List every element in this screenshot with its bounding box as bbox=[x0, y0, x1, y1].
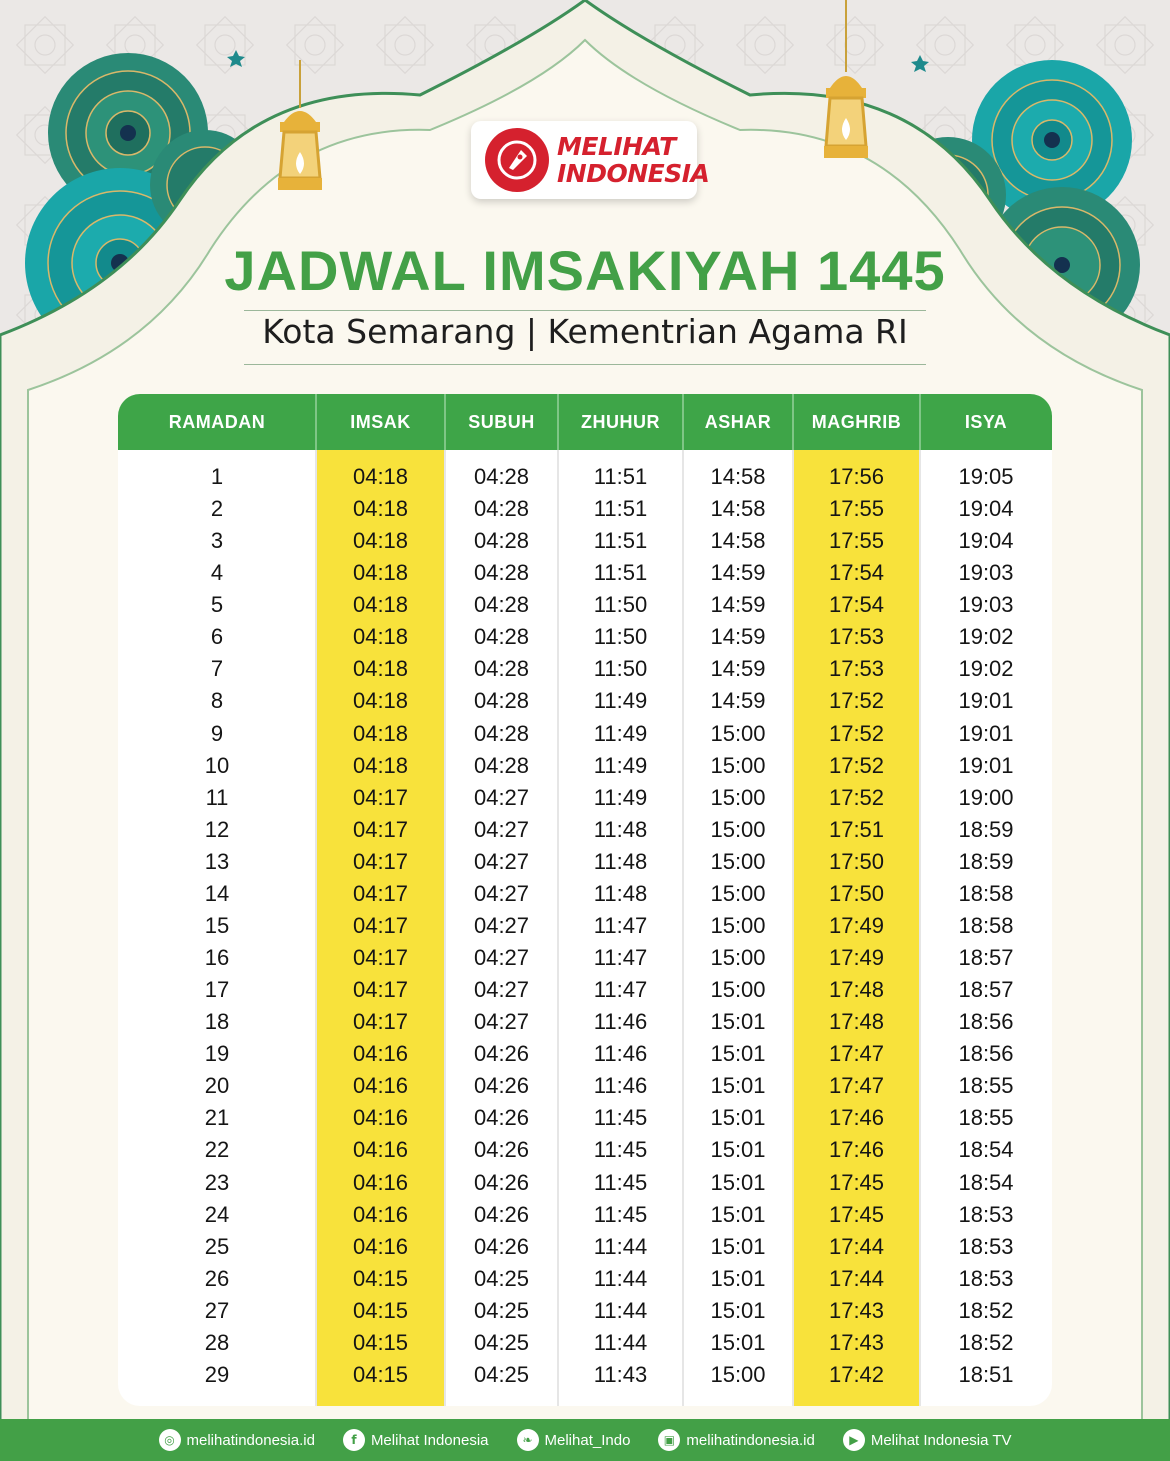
cell-isya: 19:04 bbox=[958, 528, 1014, 554]
column-header-maghrib: MAGHRIB bbox=[811, 411, 902, 432]
cell-zhuhur: 11:45 bbox=[593, 1137, 648, 1163]
cell-ashar: 15:01 bbox=[710, 1137, 766, 1163]
cell-zhuhur: 11:45 bbox=[593, 1169, 648, 1195]
column-header-zhuhur: ZHUHUR bbox=[581, 411, 660, 432]
social-link-label: Melihat Indonesia TV bbox=[870, 1431, 1012, 1449]
cell-imsak: 04:16 bbox=[352, 1137, 409, 1163]
table-row bbox=[118, 1006, 1052, 1038]
cell-imsak: 04:17 bbox=[352, 912, 409, 938]
cell-zhuhur: 11:51 bbox=[593, 464, 648, 489]
cell-zhuhur: 11:44 bbox=[593, 1329, 648, 1355]
cell-ashar: 15:01 bbox=[710, 1073, 766, 1099]
cell-zhuhur: 11:46 bbox=[593, 1073, 648, 1099]
table-row bbox=[118, 782, 1052, 814]
cell-ramadan: 14 bbox=[204, 880, 230, 906]
cell-subuh: 04:28 bbox=[473, 560, 530, 586]
cell-maghrib: 17:55 bbox=[828, 528, 885, 554]
table-row bbox=[118, 718, 1052, 750]
cell-zhuhur: 11:49 bbox=[593, 784, 648, 810]
cell-maghrib: 17:52 bbox=[828, 752, 885, 778]
cell-subuh: 04:27 bbox=[473, 848, 530, 874]
table-row bbox=[118, 1263, 1052, 1295]
cell-subuh: 04:27 bbox=[473, 945, 530, 971]
cell-ramadan: 13 bbox=[204, 848, 230, 874]
footer-social-links bbox=[0, 1419, 1170, 1461]
table-row bbox=[118, 1231, 1052, 1263]
table-row bbox=[118, 1199, 1052, 1231]
youtube-icon: ▶ bbox=[843, 1429, 865, 1451]
cell-subuh: 04:28 bbox=[473, 688, 530, 714]
table-row bbox=[118, 589, 1052, 621]
cell-ashar: 14:58 bbox=[710, 528, 766, 554]
cell-ramadan: 27 bbox=[204, 1297, 230, 1323]
cell-isya: 18:58 bbox=[958, 912, 1014, 938]
cell-isya: 19:04 bbox=[958, 496, 1014, 522]
cell-isya: 18:57 bbox=[958, 977, 1014, 1003]
table-row bbox=[118, 942, 1052, 974]
brand-name bbox=[557, 133, 709, 187]
cell-imsak: 04:17 bbox=[352, 1009, 409, 1035]
page-title: JADWAL IMSAKIYAH 1445 bbox=[224, 239, 946, 302]
cell-imsak: 04:15 bbox=[352, 1265, 409, 1291]
cell-imsak: 04:17 bbox=[352, 945, 409, 971]
header-divider bbox=[792, 394, 794, 450]
header-divider bbox=[919, 394, 921, 450]
cell-ramadan: 12 bbox=[204, 816, 230, 842]
cell-isya: 18:54 bbox=[958, 1169, 1014, 1195]
cell-ashar: 15:00 bbox=[710, 752, 766, 778]
social-link-twitter[interactable] bbox=[517, 1429, 631, 1451]
cell-zhuhur: 11:51 bbox=[593, 560, 648, 586]
cell-imsak: 04:18 bbox=[352, 752, 409, 778]
cell-ramadan: 29 bbox=[204, 1361, 230, 1387]
table-row bbox=[118, 1167, 1052, 1199]
cell-imsak: 04:15 bbox=[352, 1297, 409, 1323]
cell-ramadan: 11 bbox=[205, 784, 229, 810]
cell-subuh: 04:27 bbox=[473, 1009, 530, 1035]
table-row bbox=[118, 621, 1052, 653]
table-row bbox=[118, 525, 1052, 557]
cell-zhuhur: 11:47 bbox=[593, 912, 648, 938]
cell-zhuhur: 11:44 bbox=[593, 1265, 648, 1291]
social-link-instagram[interactable] bbox=[658, 1429, 814, 1451]
table-row bbox=[118, 814, 1052, 846]
cell-ramadan: 15 bbox=[204, 912, 230, 938]
column-header-imsak: IMSAK bbox=[350, 411, 411, 432]
cell-isya: 19:05 bbox=[958, 464, 1014, 489]
cell-ramadan: 5 bbox=[210, 592, 224, 618]
cell-isya: 18:51 bbox=[958, 1361, 1014, 1387]
cell-isya: 18:53 bbox=[958, 1233, 1014, 1259]
cell-zhuhur: 11:47 bbox=[593, 977, 648, 1003]
table-row bbox=[118, 1102, 1052, 1134]
cell-zhuhur: 11:50 bbox=[593, 592, 648, 618]
header-divider bbox=[682, 394, 684, 450]
cell-maghrib: 17:54 bbox=[828, 560, 885, 586]
cell-ashar: 15:00 bbox=[710, 784, 766, 810]
cell-zhuhur: 11:49 bbox=[593, 752, 648, 778]
cell-imsak: 04:15 bbox=[352, 1361, 409, 1387]
table-row bbox=[118, 1134, 1052, 1166]
subtitle-divider-bottom bbox=[244, 364, 926, 365]
social-link-label: Melihat_Indo bbox=[544, 1431, 631, 1449]
social-link-youtube[interactable] bbox=[843, 1429, 1012, 1451]
cell-subuh: 04:26 bbox=[473, 1201, 530, 1227]
cell-ramadan: 8 bbox=[210, 688, 224, 714]
cell-ramadan: 22 bbox=[204, 1137, 230, 1163]
cell-maghrib: 17:49 bbox=[828, 912, 885, 938]
brand-name-line2: INDONESIA bbox=[557, 159, 710, 188]
facebook-icon: f bbox=[343, 1429, 365, 1451]
cell-maghrib: 17:52 bbox=[828, 784, 885, 810]
table-row bbox=[118, 750, 1052, 782]
cell-maghrib: 17:53 bbox=[828, 656, 885, 682]
cell-imsak: 04:18 bbox=[352, 656, 409, 682]
cell-maghrib: 17:48 bbox=[828, 1009, 885, 1035]
cell-ashar: 15:00 bbox=[710, 720, 766, 746]
cell-ramadan: 7 bbox=[210, 656, 224, 682]
cell-zhuhur: 11:48 bbox=[593, 880, 648, 906]
cell-zhuhur: 11:49 bbox=[593, 720, 648, 746]
header-divider bbox=[315, 394, 317, 450]
cell-isya: 19:03 bbox=[958, 560, 1014, 586]
cell-imsak: 04:15 bbox=[352, 1329, 409, 1355]
cell-maghrib: 17:45 bbox=[828, 1169, 885, 1195]
cell-maghrib: 17:46 bbox=[828, 1105, 885, 1131]
cell-subuh: 04:25 bbox=[473, 1297, 530, 1323]
cell-ramadan: 3 bbox=[210, 528, 224, 554]
cell-subuh: 04:27 bbox=[473, 816, 530, 842]
social-link-facebook[interactable] bbox=[343, 1429, 489, 1451]
cell-ramadan: 4 bbox=[210, 560, 224, 586]
cell-maghrib: 17:49 bbox=[828, 945, 885, 971]
cell-maghrib: 17:43 bbox=[828, 1297, 885, 1323]
table-row bbox=[118, 878, 1052, 910]
cell-ramadan: 24 bbox=[204, 1201, 230, 1227]
cell-subuh: 04:27 bbox=[473, 784, 530, 810]
cell-zhuhur: 11:48 bbox=[593, 816, 648, 842]
cell-maghrib: 17:44 bbox=[828, 1233, 885, 1259]
cell-zhuhur: 11:46 bbox=[593, 1041, 648, 1067]
cell-subuh: 04:26 bbox=[473, 1137, 530, 1163]
table-row bbox=[118, 461, 1052, 493]
cell-subuh: 04:28 bbox=[473, 528, 530, 554]
cell-zhuhur: 11:51 bbox=[593, 496, 648, 522]
table-row bbox=[118, 1359, 1052, 1391]
table-row bbox=[118, 846, 1052, 878]
cell-ramadan: 2 bbox=[210, 496, 224, 522]
cell-subuh: 04:26 bbox=[473, 1169, 530, 1195]
table-row bbox=[118, 1327, 1052, 1359]
cell-maghrib: 17:47 bbox=[828, 1073, 885, 1099]
cell-isya: 18:56 bbox=[958, 1009, 1014, 1035]
cell-subuh: 04:27 bbox=[473, 880, 530, 906]
cell-subuh: 04:28 bbox=[473, 624, 530, 650]
column-header-ramadan: RAMADAN bbox=[168, 411, 266, 432]
cell-isya: 18:54 bbox=[958, 1137, 1014, 1163]
table-row bbox=[118, 910, 1052, 942]
cell-ramadan: 10 bbox=[204, 752, 230, 778]
cell-maghrib: 17:54 bbox=[828, 592, 885, 618]
cell-ashar: 15:00 bbox=[710, 977, 766, 1003]
cell-zhuhur: 11:50 bbox=[593, 624, 648, 650]
cell-ramadan: 19 bbox=[204, 1041, 230, 1067]
brand-logo bbox=[471, 121, 710, 199]
cell-ashar: 15:01 bbox=[710, 1009, 766, 1035]
cell-ashar: 14:58 bbox=[710, 496, 766, 522]
cell-maghrib: 17:43 bbox=[828, 1329, 885, 1355]
social-link-label: melihatindonesia.id bbox=[186, 1431, 315, 1449]
column-header-ashar: ASHAR bbox=[704, 411, 772, 432]
cell-ramadan: 1 bbox=[210, 464, 224, 489]
cell-isya: 19:02 bbox=[958, 656, 1014, 682]
cell-subuh: 04:26 bbox=[473, 1105, 530, 1131]
cell-isya: 18:56 bbox=[958, 1041, 1014, 1067]
cell-maghrib: 17:50 bbox=[828, 880, 885, 906]
imsakiyah-table bbox=[118, 394, 1052, 1406]
cell-imsak: 04:17 bbox=[352, 784, 409, 810]
cell-imsak: 04:18 bbox=[352, 688, 409, 714]
cell-ashar: 15:01 bbox=[710, 1169, 766, 1195]
cell-ashar: 15:01 bbox=[710, 1201, 766, 1227]
cell-maghrib: 17:55 bbox=[828, 496, 885, 522]
cell-maghrib: 17:48 bbox=[828, 977, 885, 1003]
cell-ashar: 15:01 bbox=[710, 1041, 766, 1067]
cell-isya: 18:59 bbox=[958, 816, 1014, 842]
table-row bbox=[118, 557, 1052, 589]
cell-isya: 18:59 bbox=[958, 848, 1014, 874]
cell-imsak: 04:18 bbox=[352, 496, 409, 522]
cell-subuh: 04:28 bbox=[473, 496, 530, 522]
table-row bbox=[118, 685, 1052, 717]
cell-ashar: 14:59 bbox=[710, 560, 766, 586]
column-header-subuh: SUBUH bbox=[468, 411, 535, 432]
cell-imsak: 04:16 bbox=[352, 1169, 409, 1195]
cell-ashar: 14:59 bbox=[710, 624, 766, 650]
cell-subuh: 04:26 bbox=[473, 1041, 530, 1067]
cell-subuh: 04:25 bbox=[473, 1265, 530, 1291]
cell-maghrib: 17:50 bbox=[828, 848, 885, 874]
cell-ashar: 14:59 bbox=[710, 688, 766, 714]
cell-imsak: 04:18 bbox=[352, 592, 409, 618]
table-row bbox=[118, 1070, 1052, 1102]
table-row bbox=[118, 974, 1052, 1006]
cell-ashar: 15:01 bbox=[710, 1265, 766, 1291]
cell-imsak: 04:16 bbox=[352, 1073, 409, 1099]
cell-maghrib: 17:45 bbox=[828, 1201, 885, 1227]
cell-ramadan: 9 bbox=[210, 720, 224, 746]
cell-ramadan: 26 bbox=[204, 1265, 230, 1291]
brand-name-line1: MELIHAT bbox=[557, 132, 676, 161]
cell-ashar: 15:01 bbox=[710, 1329, 766, 1355]
table-row bbox=[118, 493, 1052, 525]
cell-ashar: 15:01 bbox=[710, 1233, 766, 1259]
cell-ramadan: 28 bbox=[204, 1329, 230, 1355]
cell-imsak: 04:17 bbox=[352, 816, 409, 842]
cell-imsak: 04:16 bbox=[352, 1105, 409, 1131]
social-link-globe[interactable] bbox=[159, 1429, 315, 1451]
cell-ramadan: 23 bbox=[204, 1169, 230, 1195]
cell-imsak: 04:17 bbox=[352, 848, 409, 874]
cell-imsak: 04:16 bbox=[352, 1201, 409, 1227]
cell-ramadan: 20 bbox=[204, 1073, 230, 1099]
cell-isya: 18:58 bbox=[958, 880, 1014, 906]
cell-imsak: 04:18 bbox=[352, 720, 409, 746]
cell-subuh: 04:28 bbox=[473, 592, 530, 618]
cell-ashar: 14:59 bbox=[710, 656, 766, 682]
cell-subuh: 04:28 bbox=[473, 656, 530, 682]
cell-ashar: 15:00 bbox=[710, 1361, 766, 1387]
cell-zhuhur: 11:45 bbox=[593, 1105, 648, 1131]
cell-ashar: 15:00 bbox=[710, 912, 766, 938]
cell-maghrib: 17:52 bbox=[828, 688, 885, 714]
cell-maghrib: 17:42 bbox=[828, 1361, 885, 1387]
cell-imsak: 04:16 bbox=[352, 1233, 409, 1259]
cell-ashar: 14:58 bbox=[710, 464, 766, 489]
social-link-label: Melihat Indonesia bbox=[370, 1431, 489, 1449]
instagram-icon: ▣ bbox=[658, 1429, 680, 1451]
header-divider bbox=[444, 394, 446, 450]
cell-isya: 18:53 bbox=[958, 1265, 1014, 1291]
cell-subuh: 04:28 bbox=[473, 720, 530, 746]
cell-ramadan: 6 bbox=[210, 624, 224, 650]
cell-isya: 18:55 bbox=[958, 1105, 1014, 1131]
cell-isya: 19:02 bbox=[958, 624, 1014, 650]
cell-ramadan: 25 bbox=[204, 1233, 230, 1259]
column-header-isya: ISYA bbox=[964, 411, 1008, 432]
cell-zhuhur: 11:49 bbox=[593, 688, 648, 714]
cell-isya: 19:01 bbox=[958, 752, 1014, 778]
cell-maghrib: 17:56 bbox=[828, 464, 885, 489]
cell-zhuhur: 11:47 bbox=[593, 945, 648, 971]
cell-ramadan: 21 bbox=[204, 1105, 230, 1131]
cell-subuh: 04:28 bbox=[473, 752, 530, 778]
cell-zhuhur: 11:46 bbox=[593, 1009, 648, 1035]
cell-isya: 19:01 bbox=[958, 720, 1014, 746]
cell-zhuhur: 11:44 bbox=[593, 1297, 648, 1323]
cell-isya: 18:52 bbox=[958, 1297, 1014, 1323]
table-row bbox=[118, 653, 1052, 685]
cell-ramadan: 16 bbox=[204, 945, 230, 971]
cell-imsak: 04:18 bbox=[352, 560, 409, 586]
cell-ashar: 14:59 bbox=[710, 592, 766, 618]
cell-imsak: 04:18 bbox=[352, 528, 409, 554]
cell-imsak: 04:16 bbox=[352, 1041, 409, 1067]
cell-isya: 18:55 bbox=[958, 1073, 1014, 1099]
table-row bbox=[118, 1295, 1052, 1327]
cell-subuh: 04:27 bbox=[473, 977, 530, 1003]
cell-subuh: 04:26 bbox=[473, 1233, 530, 1259]
cell-zhuhur: 11:51 bbox=[593, 528, 648, 554]
cell-imsak: 04:18 bbox=[352, 464, 409, 489]
cell-zhuhur: 11:45 bbox=[593, 1201, 648, 1227]
cell-maghrib: 17:51 bbox=[828, 816, 885, 842]
cell-isya: 18:52 bbox=[958, 1329, 1014, 1355]
cell-imsak: 04:17 bbox=[352, 880, 409, 906]
cell-subuh: 04:28 bbox=[473, 464, 530, 489]
globe-icon: ◎ bbox=[159, 1429, 181, 1451]
pen-nib-icon bbox=[485, 128, 549, 192]
cell-isya: 19:01 bbox=[958, 688, 1014, 714]
cell-maghrib: 17:52 bbox=[828, 720, 885, 746]
cell-zhuhur: 11:43 bbox=[593, 1361, 648, 1387]
cell-zhuhur: 11:44 bbox=[593, 1233, 648, 1259]
cell-maghrib: 17:44 bbox=[828, 1265, 885, 1291]
cell-zhuhur: 11:50 bbox=[593, 656, 648, 682]
cell-ramadan: 17 bbox=[204, 977, 230, 1003]
cell-ashar: 15:01 bbox=[710, 1105, 766, 1131]
cell-ashar: 15:00 bbox=[710, 848, 766, 874]
header-divider bbox=[557, 394, 559, 450]
cell-maghrib: 17:46 bbox=[828, 1137, 885, 1163]
cell-ashar: 15:01 bbox=[710, 1297, 766, 1323]
cell-isya: 18:53 bbox=[958, 1201, 1014, 1227]
subtitle-divider-top bbox=[244, 310, 926, 311]
twitter-icon: ❧ bbox=[517, 1429, 539, 1451]
cell-maghrib: 17:53 bbox=[828, 624, 885, 650]
social-link-label: melihatindonesia.id bbox=[686, 1431, 815, 1449]
cell-maghrib: 17:47 bbox=[828, 1041, 885, 1067]
cell-isya: 19:00 bbox=[958, 784, 1014, 810]
cell-imsak: 04:18 bbox=[352, 624, 409, 650]
page-subtitle: Kota Semarang | Kementrian Agama RI bbox=[262, 312, 908, 351]
table-row bbox=[118, 1038, 1052, 1070]
cell-subuh: 04:25 bbox=[473, 1361, 530, 1387]
cell-subuh: 04:26 bbox=[473, 1073, 530, 1099]
cell-imsak: 04:17 bbox=[352, 977, 409, 1003]
cell-subuh: 04:27 bbox=[473, 912, 530, 938]
cell-zhuhur: 11:48 bbox=[593, 848, 648, 874]
cell-isya: 19:03 bbox=[958, 592, 1014, 618]
cell-ashar: 15:00 bbox=[710, 880, 766, 906]
cell-subuh: 04:25 bbox=[473, 1329, 530, 1355]
cell-ashar: 15:00 bbox=[710, 816, 766, 842]
cell-ashar: 15:00 bbox=[710, 945, 766, 971]
cell-ramadan: 18 bbox=[204, 1009, 230, 1035]
cell-isya: 18:57 bbox=[958, 945, 1014, 971]
